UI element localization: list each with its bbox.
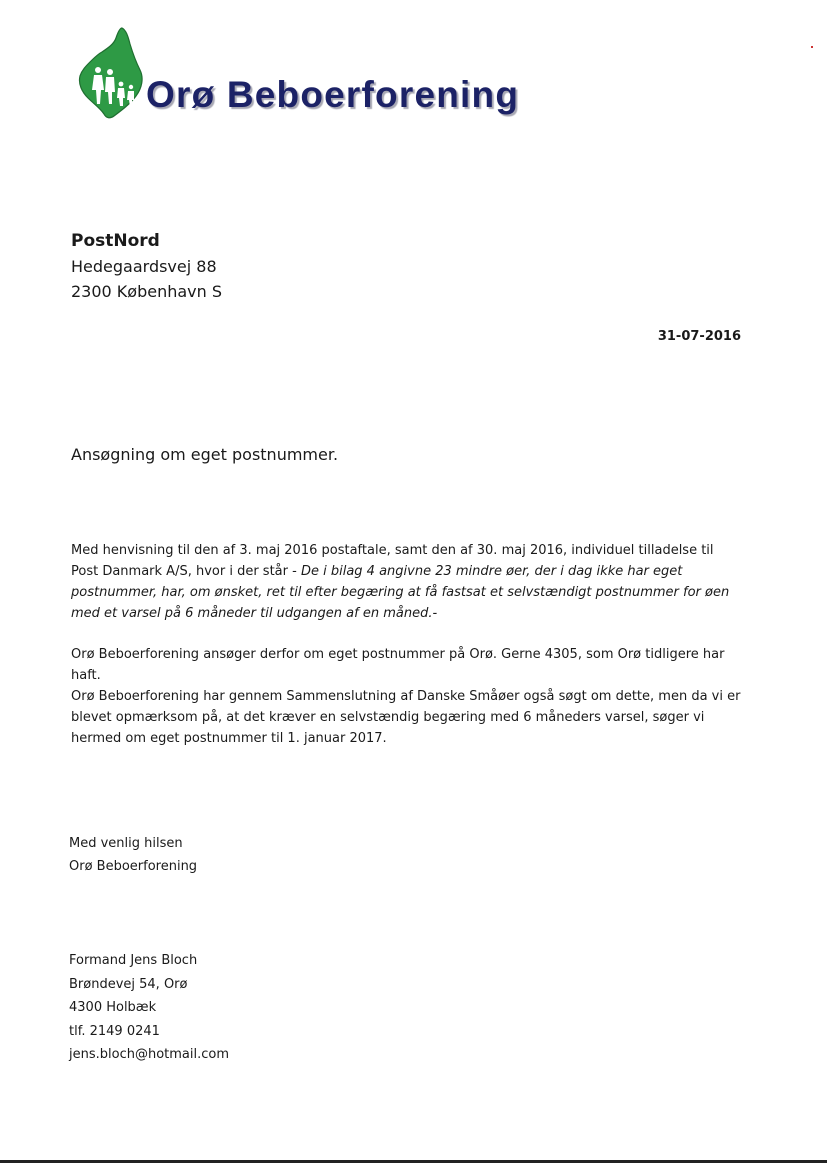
recipient-city: 2300 København S	[71, 282, 223, 301]
signature-street: Brøndevej 54, Orø	[69, 976, 188, 992]
signature-name: Formand Jens Bloch	[69, 953, 198, 968]
signature-block	[69, 949, 229, 1067]
signature-email: jens.bloch@hotmail.com	[69, 1047, 229, 1062]
body-paragraph-2: Orø Beboerforening ansøger derfor om eget postnummer på Orø. Gerne 4305, som Orø tidligere har haft.	[71, 647, 725, 683]
closing-greeting: Med venlig hilsen	[69, 836, 183, 851]
recipient-name: PostNord	[71, 231, 160, 251]
body-paragraph-1-quote: De i bilag 4 angivne 23 mindre øer, der i dag ikke har eget postnummer, har, om ønsket, ret til efter begæring at få fastsat et selvstændigt postnummer for øen med et varsel på 6 måneder til udgangen af en måned.-	[71, 564, 730, 621]
island-family-logo-icon	[76, 26, 148, 120]
body-paragraph-1-plain: Med henvisning til den af 3. maj 2016 postaftale, samt den af 30. maj 2016, individuel tilladelse til Post Danmark A/S, hvor i der står -	[71, 543, 714, 579]
recipient-address	[71, 229, 222, 304]
letter-date: 31-07-2016	[657, 329, 741, 344]
scan-artifact-dot	[811, 46, 813, 48]
signature-city: 4300 Holbæk	[69, 1000, 157, 1015]
closing-org: Orø Beboerforening	[69, 859, 198, 874]
scan-edge-line	[0, 1160, 827, 1163]
letter-subject: Ansøgning om eget postnummer.	[71, 445, 339, 464]
org-title: Orø Beboerforening	[146, 74, 520, 115]
body-paragraph-1	[71, 540, 743, 624]
letter-body	[71, 540, 743, 749]
body-paragraph-3: Orø Beboerforening har gennem Sammenslutning af Danske Småøer også søgt om dette, men da vi er blevet opmærksom på, at det kræver en selvstændig begæring med 6 måneders varsel, søger vi hermed om eget postnummer til 1. januar 2017.	[71, 689, 741, 746]
recipient-street: Hedegaardsvej 88	[71, 257, 217, 276]
signature-phone: tlf. 2149 0241	[69, 1023, 160, 1039]
letter-closing	[69, 832, 197, 878]
